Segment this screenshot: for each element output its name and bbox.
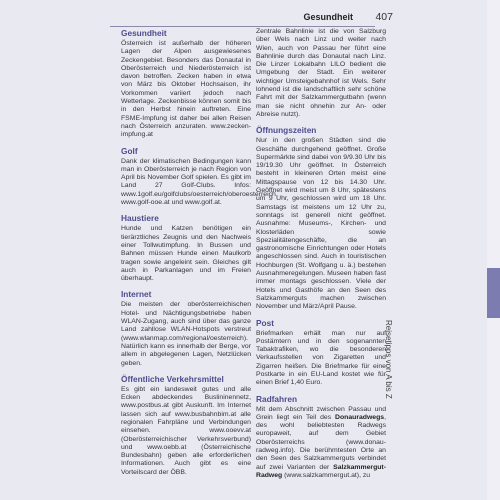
section-text: Österreich ist außerhalb der höheren Lagen der Alpen ausgewiesenes Zeckengebiet. Besonders das Donautal in Oberösterreich und Niederösterreich ist davon betroffen. Zecken haben in etwa von März bis Oktober Hochsaison, ihr Vorkommen variiert jedoch nach Wetterlage. Zeckenbisse können somit bis in den Herbst hinein auftreten. Eine FSME-Impfung ist daher bei allen Reisen nach Österreich anzuraten. www.zecken-impfung.at [121,40,251,139]
section-heading: Post [256,317,274,328]
section-golf [121,145,278,208]
section-heading: Öffnungszeiten [256,125,317,136]
section-text: Briefmarken erhält man nur auf Postämtern und in den sogenannten Tabaktrafiken, wo die besonderen Verkaufsstellen von Zigaretten und Zigarren heißen. Die Briefmarke für eine Postkarte in ein EU-Land kostet wie für einen Brief 1,40 Euro. [256,329,386,387]
section-text: Nur in den großen Städten sind die Geschäfte durchgehend geöffnet. Große Supermärkte sind dabei von 9/9.30 Uhr bis 19/19.30 Uhr geöffnet. In Österreich besteht in kleineren Orten meist eine Mittagspause von 12 bis 14.30 Uhr. Geöffnet wird meist um 8 Uhr, spätestens um 9 Uhr, geschlossen wird um 18 Uhr. Samstags ist meistens um 12 Uhr zu, sonntags ist generell nicht geöffnet. Ausnahme: Museums-, Kirchen- und Klosterläden sowie Spezialitätengeschäfte, die an gastronomische Einrichtungen oder Hotels angeschlossen sind. Auch in touristischen Hochburgen (St. Wolfgang u. ä.) bestehen Ausnahmeregelungen. Museen haben fast immer montags geschlossen. Viele der Hotels und Gasthöfe an den Seen des Salzkammerguts machen zwischen November und März/April Pause. [256,137,386,311]
section-text: Es gibt ein landesweit gutes und alle Ecken abdeckendes Buslininennetz, www.postbus.at gibt Auskunft. Im Internet lassen sich auf www.busbahnbim.at alle regionalen Fahrpläne und Verbindungen einsehen. www.ooevv.at (Oberösterreichischer Verkehrsverbund) und www.oebb.at (Österreichische Bundesbahn) geben alle erforderlichen Informationen. Auch gibt es eine Vorteilscard der ÖBB. [121,385,251,476]
section-continuation [256,28,386,119]
section-text: Dank der klimatischen Bedingungen kann man in Oberösterreich je nach Region von April bis November Golf spielen. Es gibt im Land 27 Golf-Clubs. Infos: www.1golf.eu/golfclubs/oesterreich/oberoesterreich, www.golf-ooe.at und www.golf.at. [121,157,278,207]
section-heading: Gesundheit [121,28,167,38]
chapter-tab-label: Reisetipps von A bis Z [384,320,393,399]
running-head [110,11,393,27]
text-run: Mit dem Abschnitt zwischen Passau und Grein liegt ein Teil des [256,405,386,421]
page-number: 407 [375,11,393,23]
section-text: Zentrale Bahnlinie ist die von Salzburg über Wels nach Linz und weiter nach Wien, auch von Passau her führt eine Bahnlinie durch das Donautal nach Linz. Die Linzer Lokalbahn LILO bedient die Umgebung der Stadt. Ein weiterer wichtiger Umsteigebahnhof ist Wels. Sehr lohnend ist die landschaftlich sehr schöne Fahrt mit der Salzkammergutbahn (wenn man sie nicht ohnehin zur An- oder Abreise nutzt). [256,28,386,118]
text-run: (www.salzkammergut.at), zu [282,471,371,479]
section-gesundheit [121,28,251,140]
section-heading: Golf [121,145,138,156]
section-oeffnungszeiten [256,125,386,311]
section-text: Hunde und Katzen benötigen ein tierärztliches Zeugnis und den Nachweis einer Tollwutimpfung. In Bussen und Bahnen müssen Hunde einen Maulkorb tragen sowie angeleint sein. Gleiches gilt auch in Parkanlagen und im Freien überhaupt. [121,225,251,283]
section-heading: Radfahren [256,393,298,404]
section-text [256,406,386,481]
section-internet [121,289,251,367]
section-heading: Öffentliche Verkehrsmittel [121,373,224,384]
text-run: , des wohl beliebtesten Radwegs europaweit, auf dem Gebiet Oberösterreichs (www.donau-radweg.info). Die berühmtesten Orte an den Seen des Salzkammerguts verbindet auf zwei Varianten der [256,413,386,471]
right-column [256,28,386,486]
section-haustiere [121,213,251,283]
section-heading: Haustiere [121,213,159,224]
running-head-title: Gesundheit [303,12,353,22]
section-post [256,318,386,388]
bold-term: Salzkammergut-Radweg [256,463,386,479]
section-heading: Internet [121,289,152,300]
page-sidebar [487,0,500,500]
section-oeffentliche-verkehrsmittel [121,374,251,477]
section-radfahren [256,394,386,481]
section-text: Die meisten der oberösterreichischen Hotel- und Nächtigungsbetriebe haben WLAN-Zugang, auch sind über das ganze Land zahllose WLAN-Hotspots verstreut (www.wlanmap.com/regional/oesterreich). Natürlich kann es innerhalb der Berge, vor allem in abgelegenen Lagen, Netzlücken geben. [121,301,251,367]
chapter-tab [487,268,500,318]
bold-term: Donauradwegs [335,413,385,421]
